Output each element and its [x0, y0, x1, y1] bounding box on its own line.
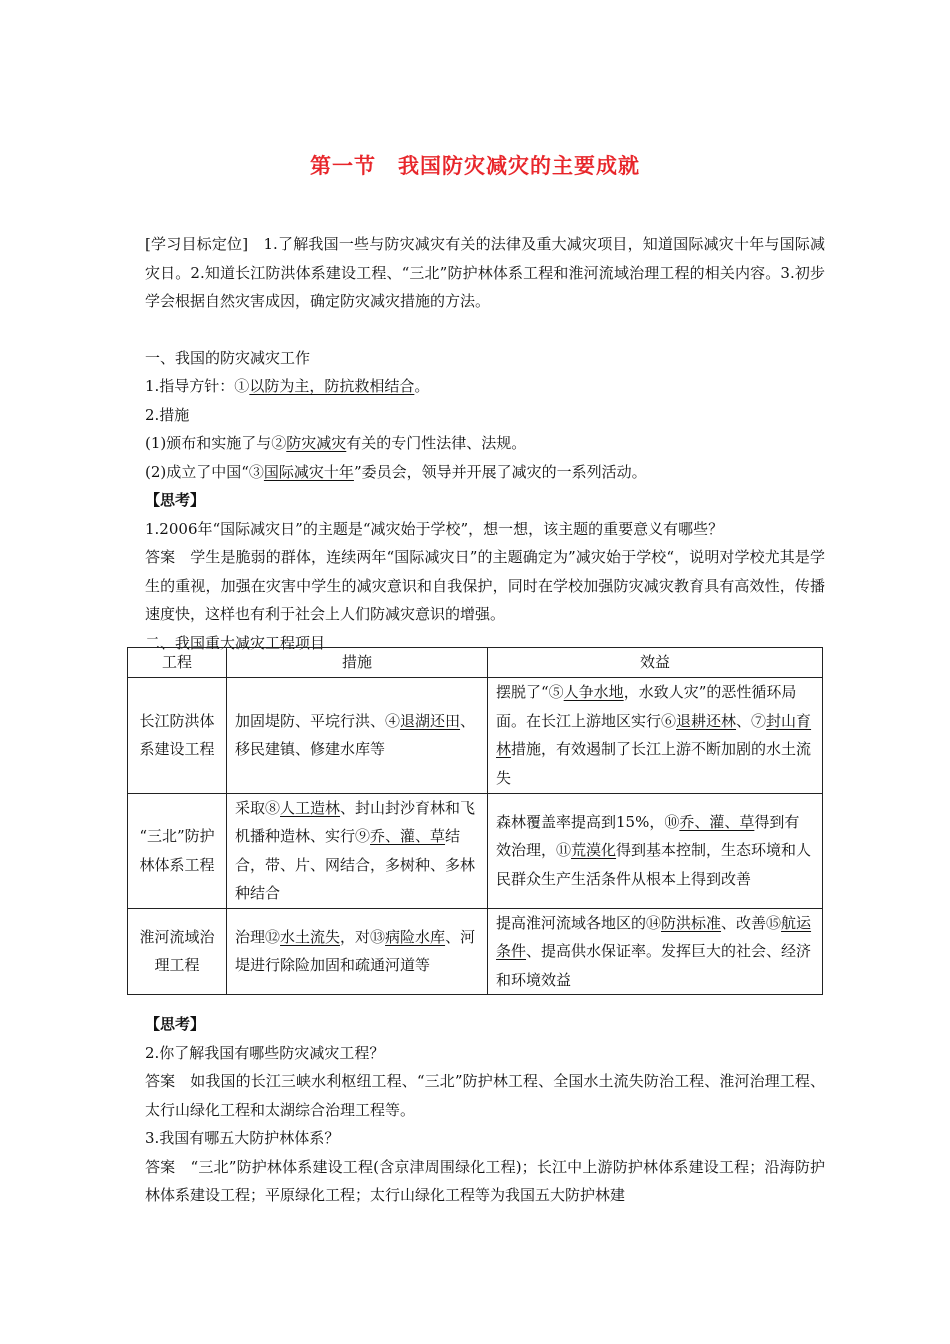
measures-heading: 2.措施	[145, 405, 190, 424]
measure-1-prefix: (1)颁布和实施了与②	[145, 434, 287, 452]
think-answer-2: 答案 如我国的长江三峡水利枢纽工程、“三北”防护林工程、全国水土流失防治工程、淮河治理工程、太行山绿化工程和太湖综合治理工程等。	[145, 1072, 825, 1119]
cell-benefit	[488, 677, 823, 793]
cell-benefit	[488, 793, 823, 908]
answer-blank: 退湖还田	[400, 711, 461, 730]
cell-text: 采取⑧	[235, 798, 281, 817]
answer-blank: 航运条件	[496, 913, 812, 960]
learning-objectives	[145, 230, 825, 316]
think-label-1: 【思考】	[145, 491, 206, 509]
main-content	[145, 230, 825, 657]
table-row	[128, 793, 823, 908]
cell-text: 措施，有效遏制了长江上游不断加剧的水土流失	[496, 740, 812, 787]
cell-measure	[227, 677, 488, 793]
measure-2-suffix: ”委员会，领导并开展了减灾的一系列活动。	[353, 462, 647, 481]
guideline-line	[145, 372, 825, 401]
answer-blank: 乔、灌、草	[679, 812, 755, 831]
answer-blank: 病险水库	[385, 927, 446, 946]
think-answer-3: 答案 “三北”防护林体系建设工程(含京津周围绿化工程)；长江中上游防护林体系建设工程；沿海防护林体系建设工程；平原绿化工程；太行山绿化工程等为我国五大防护林建	[145, 1157, 825, 1204]
cell-text: 、改善⑮	[721, 913, 782, 932]
table-row	[128, 677, 823, 793]
cell-text: 加固堤防、平垸行洪、④	[235, 711, 401, 730]
cell-text: 结合，带、片、网结合，多树种、多林种结合	[235, 827, 476, 902]
cell-project: 淮河流域治理工程	[128, 908, 227, 995]
cell-text: 提高淮河流域各地区的⑭	[496, 913, 662, 932]
answer-blank: 防洪标准	[661, 913, 722, 932]
table-row	[128, 908, 823, 995]
guideline-answer: 以防为主，防抗救相结合	[249, 377, 415, 395]
header-benefit: 效益	[488, 648, 823, 678]
measure-1-suffix: 有关的专门性法律、法规。	[346, 434, 527, 452]
projects-table	[127, 647, 823, 995]
measure-2-prefix: (2)成立了中国“③	[145, 462, 264, 481]
cell-text: 、⑦	[736, 711, 767, 730]
cell-project: 长江防洪体系建设工程	[128, 677, 227, 793]
cell-benefit	[488, 908, 823, 995]
table-body	[128, 677, 823, 995]
cell-text: ，对⑬	[340, 927, 386, 946]
answer-blank: 人争水地	[563, 683, 624, 701]
guideline-prefix: 1.指导方针：①	[145, 377, 250, 395]
cell-text: 、封山封沙育林和飞机播种造林、实行⑨	[235, 798, 476, 845]
section1-heading: 一、我国的防灾减灾工作	[145, 348, 311, 367]
cell-measure	[227, 793, 488, 908]
think-label-2: 【思考】	[145, 1015, 206, 1033]
cell-text: 、提高供水保证率。发挥巨大的社会、经济和环境效益	[496, 942, 812, 989]
cell-measure	[227, 908, 488, 995]
spacer	[145, 316, 825, 344]
cell-text: 得到基本控制，生态环境和人民群众生产生活条件从根本上得到改善	[496, 841, 812, 888]
cell-text: 治理⑫	[235, 927, 281, 946]
header-measure: 措施	[227, 648, 488, 678]
section2-heading: 二、我国重大减灾工程项目	[145, 633, 326, 652]
answer-blank: 退耕还林	[676, 711, 737, 730]
answer-blank: 水土流失	[280, 927, 341, 946]
cell-text: ，水致人灾”的恶性循环局面。在长江上游地区实行⑥	[496, 683, 797, 730]
cell-text: 摆脱了“⑤	[496, 683, 564, 701]
guideline-suffix: 。	[414, 377, 430, 395]
answer-blank: 荒漠化	[571, 841, 617, 860]
cell-text: 森林覆盖率提高到15%，⑩	[496, 812, 680, 831]
measure-1-answer: 防灾减灾	[286, 434, 347, 452]
second-content	[145, 1010, 825, 1210]
measure-2	[145, 458, 825, 487]
answer-blank: 封山育林	[496, 711, 812, 758]
header-project: 工程	[128, 648, 227, 678]
objectives-label: [学习目标定位]	[145, 235, 249, 253]
think-question-3: 3.我国有哪五大防护林体系？	[145, 1129, 340, 1147]
think-question-1: 1.2006年“国际减灾日”的主题是“减灾始于学校”，想一想，该主题的重要意义有哪些？	[145, 519, 724, 538]
page-title: 第一节 我国防灾减灾的主要成就	[310, 154, 640, 178]
cell-text: 、移民建镇、修建水库等	[235, 711, 476, 758]
answer-blank: 乔、灌、草	[370, 827, 446, 845]
objectives-text: 1.了解我国一些与防灾减灾有关的法律及重大减灾项目，知道国际减灾十年与国际减灾日。2.知道长江防洪体系建设工程、“三北”防护林体系工程和淮河流域治理工程的相关内容。3.初步学会根据自然灾害成因，确定防灾减灾措施的方法。	[145, 235, 825, 310]
answer-blank: 人工造林	[280, 798, 341, 817]
measure-1	[145, 429, 825, 458]
cell-project: “三北”防护林体系工程	[128, 793, 227, 908]
cell-text: 、河堤进行除险加固和疏通河道等	[235, 927, 476, 975]
think-question-2: 2.你了解我国有哪些防灾减灾工程？	[145, 1043, 385, 1062]
table-header-row	[128, 648, 823, 678]
measure-2-answer: 国际减灾十年	[263, 462, 354, 481]
think-answer-1: 答案 学生是脆弱的群体，连续两年“国际减灾日”的主题确定为”减灾始于学校“，说明对学校尤其是学生的重视，加强在灾害中学生的减灾意识和自我保护，同时在学校加强防灾减灾教育具有高效性，传播速度快，这样也有利于社会上人们防减灾意识的增强。	[145, 548, 825, 623]
cell-text: 得到有效治理，⑪	[496, 812, 800, 860]
